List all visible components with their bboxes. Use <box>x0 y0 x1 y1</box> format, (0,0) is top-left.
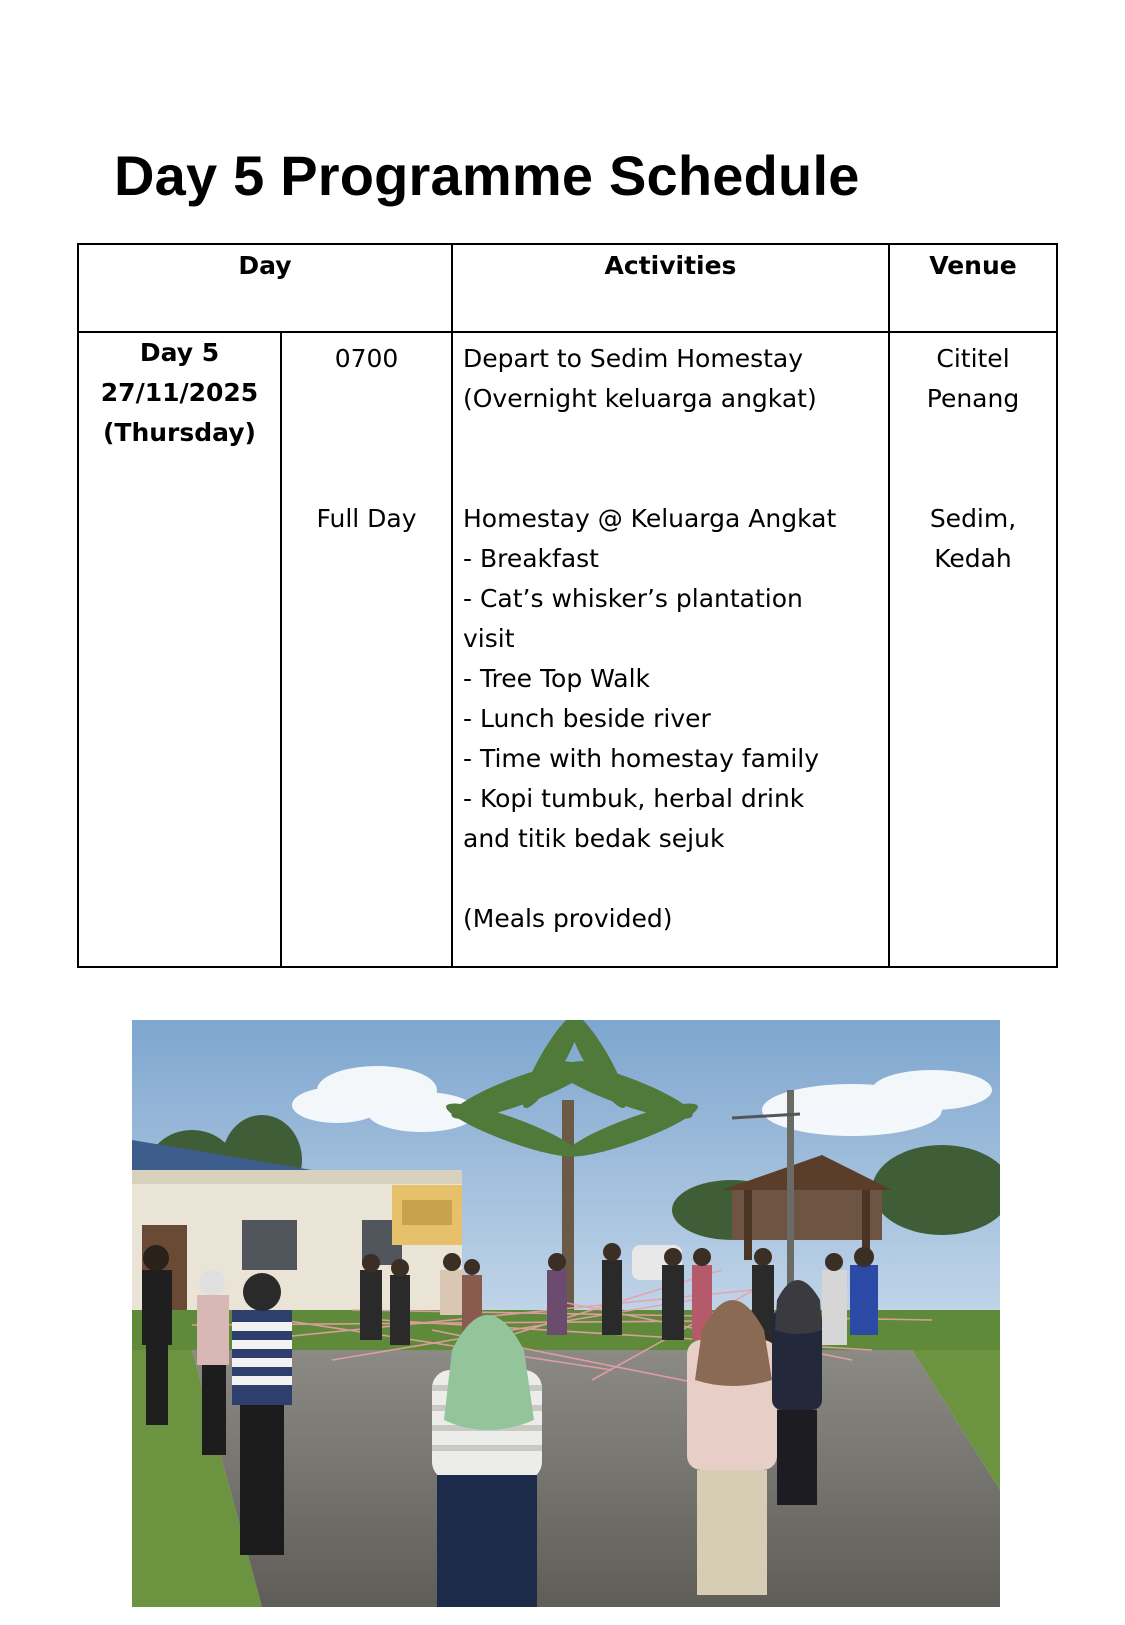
page-title: Day 5 Programme Schedule <box>114 144 860 207</box>
header-venue: Venue <box>889 244 1057 332</box>
photo-illustration <box>132 1020 1000 1607</box>
activity-line: - Time with homestay family <box>463 744 820 773</box>
header-activities: Activities <box>452 244 889 332</box>
day-weekday: (Thursday) <box>102 418 256 447</box>
time-value: Full Day <box>316 504 417 533</box>
activity-line: - Kopi tumbuk, herbal drink <box>463 784 805 813</box>
activities-cell <box>452 332 889 967</box>
activity-block-2 <box>463 499 882 939</box>
activity-line: - Breakfast <box>463 544 599 573</box>
activity-block-1 <box>463 339 882 419</box>
day-cell <box>78 332 281 967</box>
time-slot-2 <box>282 499 451 539</box>
venue-line: Penang <box>926 384 1020 413</box>
activity-line: visit <box>463 624 515 653</box>
activity-line: - Tree Top Walk <box>463 664 650 693</box>
header-day: Day <box>78 244 452 332</box>
group-activity-photo <box>132 1020 1000 1607</box>
venue-cell <box>889 332 1057 967</box>
time-value: 0700 <box>334 344 399 373</box>
activity-line: - Cat’s whisker’s plantation <box>463 584 803 613</box>
day-label: Day 5 <box>139 338 220 367</box>
venue-block-2 <box>890 499 1056 579</box>
activity-spacer <box>463 859 882 899</box>
activity-line: (Overnight keluarga angkat) <box>463 384 817 413</box>
activity-line: Homestay @ Keluarga Angkat <box>463 504 837 533</box>
time-cell <box>281 332 452 967</box>
venue-line: Sedim, <box>929 504 1017 533</box>
activity-line: - Lunch beside river <box>463 704 711 733</box>
venue-line: Cititel <box>936 344 1010 373</box>
activity-line: (Meals provided) <box>463 904 673 933</box>
activity-line: Depart to Sedim Homestay <box>463 344 804 373</box>
venue-line: Kedah <box>934 544 1012 573</box>
table-header-row <box>78 244 1057 332</box>
road <box>192 1350 1000 1607</box>
time-slot-1 <box>282 339 451 379</box>
schedule-table <box>77 243 1058 968</box>
activity-line: and titik bedak sejuk <box>463 824 725 853</box>
venue-block-1 <box>890 339 1056 419</box>
table-row <box>78 332 1057 967</box>
day-date: 27/11/2025 <box>100 378 259 407</box>
